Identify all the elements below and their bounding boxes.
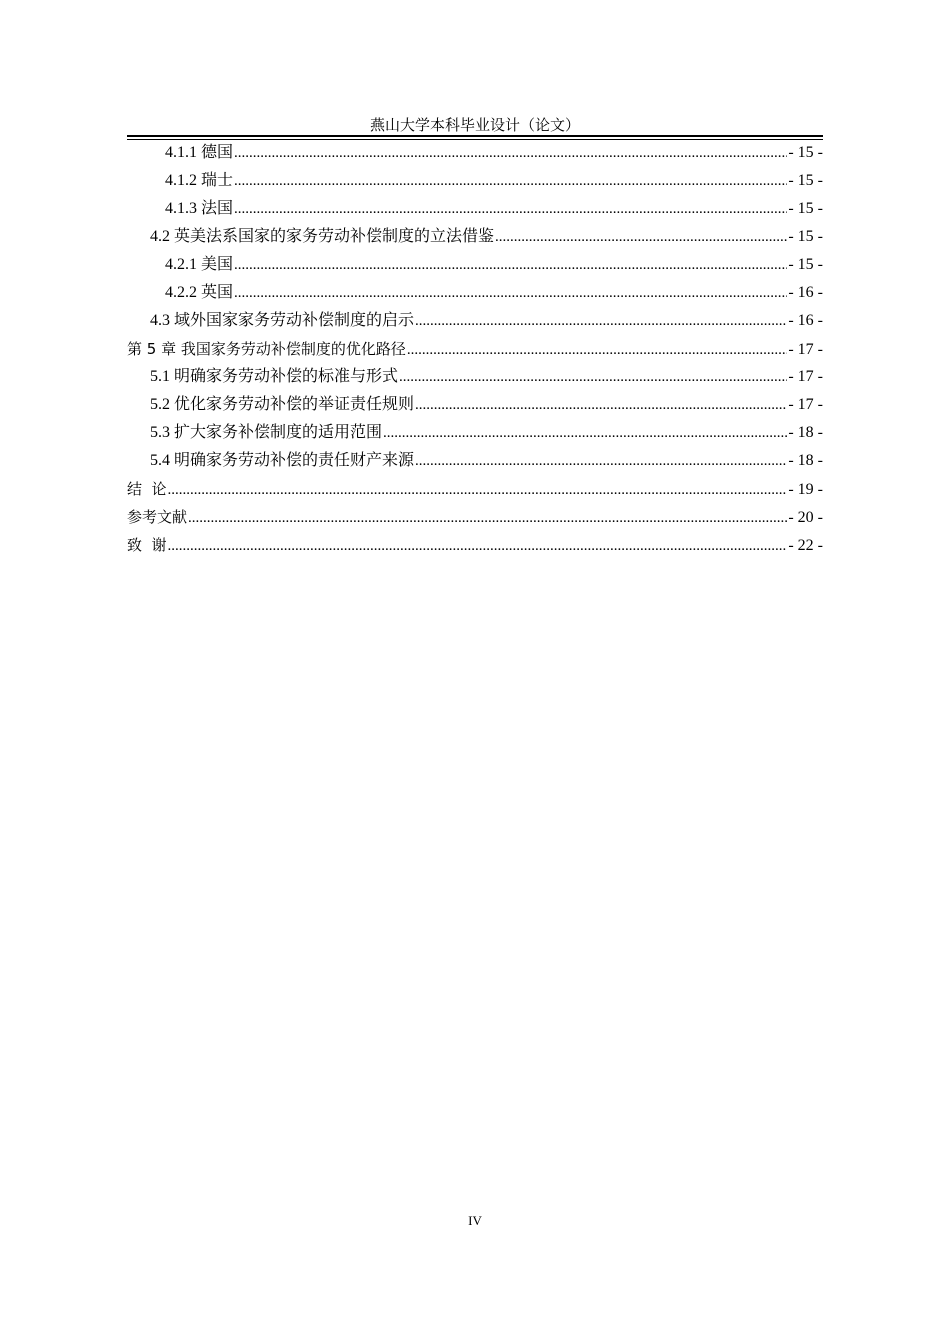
toc-entry[interactable] [127, 195, 823, 223]
toc-entry-page: - 15 - [788, 144, 823, 161]
toc-leader-dots [399, 363, 787, 391]
toc-leader-dots [495, 223, 787, 251]
toc-entry-page: - 15 - [788, 228, 823, 245]
toc-entry-title: 4.1.1 德国 [165, 144, 234, 161]
toc-leader-dots [415, 447, 787, 475]
toc-entry-title: 4.1.2 瑞士 [165, 172, 234, 189]
toc-entry-title: 5.3 扩大家务补偿制度的适用范围 [150, 424, 383, 441]
toc-entry[interactable] [127, 419, 823, 447]
toc-entry-page: - 17 - [788, 341, 823, 358]
toc-entry-page: - 15 - [788, 172, 823, 189]
toc-leader-dots [234, 139, 787, 167]
toc-leader-dots [168, 532, 788, 560]
toc-entry-title: 参考文献 [127, 508, 188, 526]
toc-entry[interactable] [127, 531, 823, 559]
toc-leader-dots [383, 419, 787, 447]
toc-entry-page: - 22 - [788, 537, 823, 554]
toc-leader-dots [415, 391, 787, 419]
toc-entry-page: - 18 - [788, 452, 823, 469]
toc-entry-title: 4.3 域外国家家务劳动补偿制度的启示 [150, 312, 415, 329]
toc-entry-title: 结 论 [127, 480, 167, 498]
toc-entry-page: - 19 - [788, 481, 823, 498]
toc-entry-title: 4.2 英美法系国家的家务劳动补偿制度的立法借鉴 [150, 228, 495, 245]
toc-entry[interactable] [127, 363, 823, 391]
toc-entry[interactable] [127, 503, 823, 531]
toc-entry-title: 5.2 优化家务劳动补偿的举证责任规则 [150, 396, 415, 413]
toc-leader-dots [234, 251, 787, 279]
toc-entry[interactable] [127, 251, 823, 279]
page-header: 燕山大学本科毕业设计（论文） [369, 116, 580, 134]
toc-leader-dots [188, 504, 787, 532]
toc-entry[interactable] [127, 335, 823, 363]
toc-entry-page: - 20 - [788, 509, 823, 526]
toc-leader-dots [415, 307, 787, 335]
toc-entry-title: 5.1 明确家务劳动补偿的标准与形式 [150, 368, 399, 385]
toc-leader-dots [407, 336, 787, 364]
toc-leader-dots [168, 476, 788, 504]
toc-leader-dots [234, 279, 787, 307]
toc-entry-page: - 15 - [788, 256, 823, 273]
toc-entry-title: 5.4 明确家务劳动补偿的责任财产来源 [150, 452, 415, 469]
table-of-contents [127, 139, 823, 559]
toc-entry-page: - 15 - [788, 200, 823, 217]
header-rule-thick [127, 135, 823, 137]
toc-entry-page: - 16 - [788, 312, 823, 329]
toc-entry-page: - 17 - [788, 396, 823, 413]
toc-leader-dots [234, 167, 787, 195]
toc-entry[interactable] [127, 279, 823, 307]
toc-leader-dots [234, 195, 787, 223]
toc-entry-title: 4.2.2 英国 [165, 284, 234, 301]
toc-entry[interactable] [127, 475, 823, 503]
page-number: IV [468, 1213, 482, 1228]
toc-entry[interactable] [127, 307, 823, 335]
toc-entry[interactable] [127, 167, 823, 195]
toc-entry[interactable] [127, 223, 823, 251]
toc-entry-title: 第 5 章 我国家务劳动补偿制度的优化路径 [127, 340, 406, 358]
toc-entry-page: - 16 - [788, 284, 823, 301]
toc-entry-title: 4.2.1 美国 [165, 256, 234, 273]
toc-entry-title: 致 谢 [127, 536, 167, 554]
toc-entry[interactable] [127, 447, 823, 475]
toc-entry[interactable] [127, 139, 823, 167]
toc-entry-page: - 18 - [788, 424, 823, 441]
toc-entry[interactable] [127, 391, 823, 419]
toc-entry-title: 4.1.3 法国 [165, 200, 234, 217]
toc-entry-page: - 17 - [788, 368, 823, 385]
